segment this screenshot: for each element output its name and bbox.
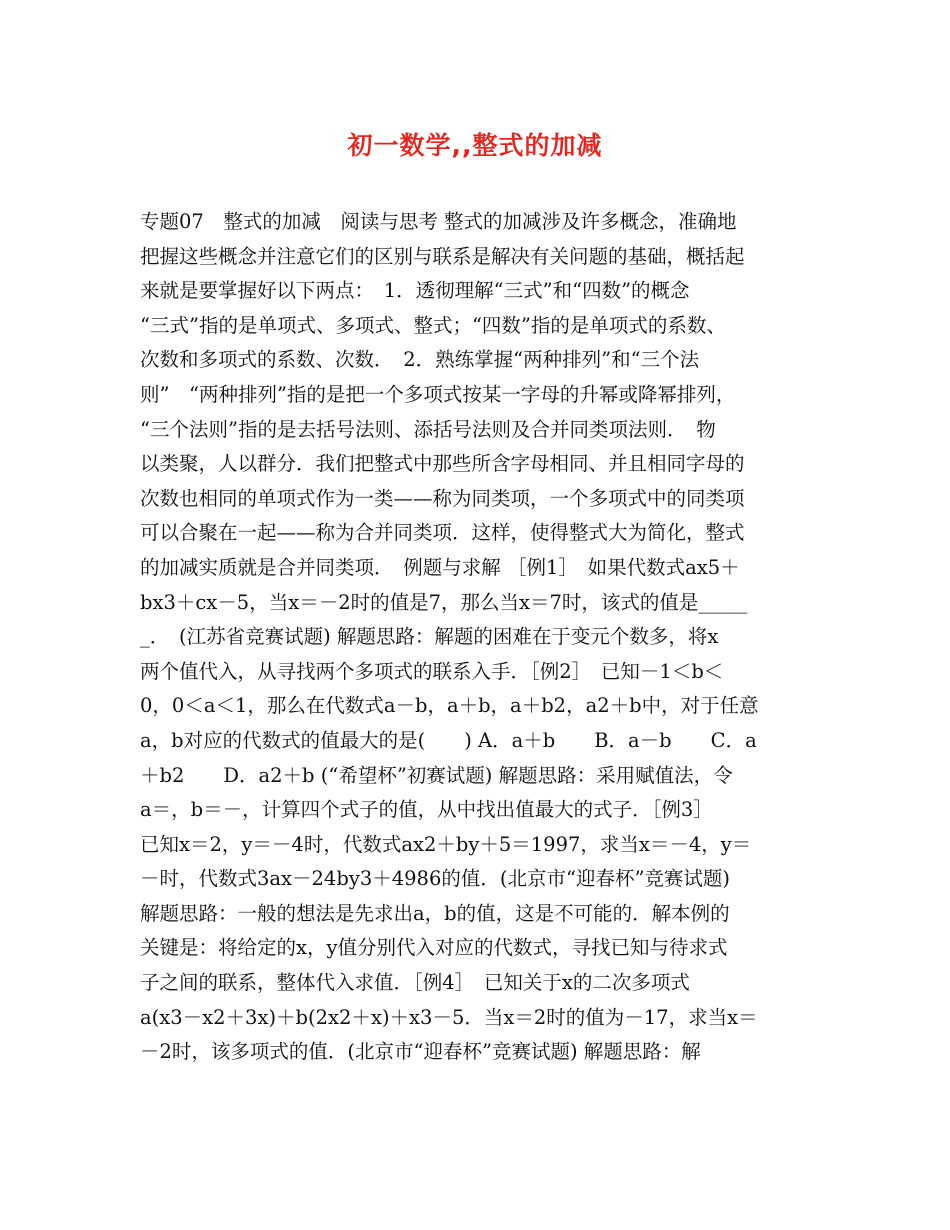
body-line: 次数和多项式的系数、次数． 2．熟练掌握“两种排列”和“三个法 [140, 348, 700, 372]
body-line: a＝，b＝－，计算四个式子的值，从中找出值最大的式子．［例3］ [140, 798, 713, 822]
body-line: 则” “两种排列”指的是把一个多项式按某一字母的升幂或降幂排列， [140, 382, 736, 406]
body-line: 来就是要掌握好以下两点： 1．透彻理解“三式”和“四数”的概念 [140, 279, 690, 303]
body-line: bx3＋cx－5，当x＝－2时的值是7，那么当x＝7时，该式的值是_____ [140, 590, 748, 614]
body-line: “三式”指的是单项式、多项式、整式；“四数”指的是单项式的系数、 [140, 313, 726, 337]
body-line: 子之间的联系，整体代入求值．［例4］ 已知关于x的二次多项式 [140, 971, 690, 995]
body-line: “三个法则”指的是去括号法则、添括号法则及合并同类项法则． 物 [140, 417, 716, 441]
body-line: 0，0＜a＜1，那么在代数式a－b，a＋b，a＋b2，a2＋b中，对于任意 [140, 694, 759, 718]
body-line: －时，代数式3ax－24by3＋4986的值．(北京市“迎春杯”竞赛试题) [140, 867, 731, 891]
body-line: 已知x＝2，y＝－4时，代数式ax2＋by＋5＝1997，求当x＝－4，y＝ [140, 832, 752, 856]
body-line: －2时，该多项式的值．(北京市“迎春杯”竞赛试题) 解题思路：解 [140, 1040, 701, 1064]
body-line: 关键是：将给定的x，y值分别代入对应的代数式，寻找已知与待求式 [140, 936, 728, 960]
body-line: 两个值代入，从寻找两个多项式的联系入手．［例2］ 已知－1＜b＜ [140, 659, 724, 683]
body-line: _． (江苏省竞赛试题) 解题思路：解题的困难在于变元个数多，将x [140, 625, 719, 649]
body-line: 解题思路：一般的想法是先求出a，b的值，这是不可能的．解本例的 [140, 901, 730, 925]
body-line: a(x3－x2＋3x)＋b(2x2＋x)＋x3－5．当x＝2时的值为－17，求当x＝ [140, 1005, 758, 1029]
body-line: ＋b2 D．a2＋b (“希望杯”初赛试题) 解题思路：采用赋值法，令 [140, 763, 733, 787]
body-line: 可以合聚在一起——称为合并同类项．这样，使得整式大为简化，整式 [140, 521, 745, 545]
body-line: 以类聚，人以群分．我们把整式中那些所含字母相同、并且相同字母的 [140, 452, 745, 476]
document-body [140, 205, 812, 1070]
body-line: 次数也相同的单项式作为一类——称为同类项，一个多项式中的同类项 [140, 486, 745, 510]
document-title: 初一数学,,整式的加减 [347, 131, 603, 160]
body-line: 把握这些概念并注意它们的区别与联系是解决有关问题的基础，概括起 [140, 244, 745, 268]
body-line: a，b对应的代数式的值最大的是( ) A．a＋b B．a－b C．a [140, 728, 757, 752]
body-line: 的加减实质就是合并同类项． 例题与求解 ［例1］ 如果代数式ax5＋ [140, 555, 740, 579]
body-line: 专题07 整式的加减 阅读与思考 整式的加减涉及许多概念，准确地 [140, 210, 737, 233]
